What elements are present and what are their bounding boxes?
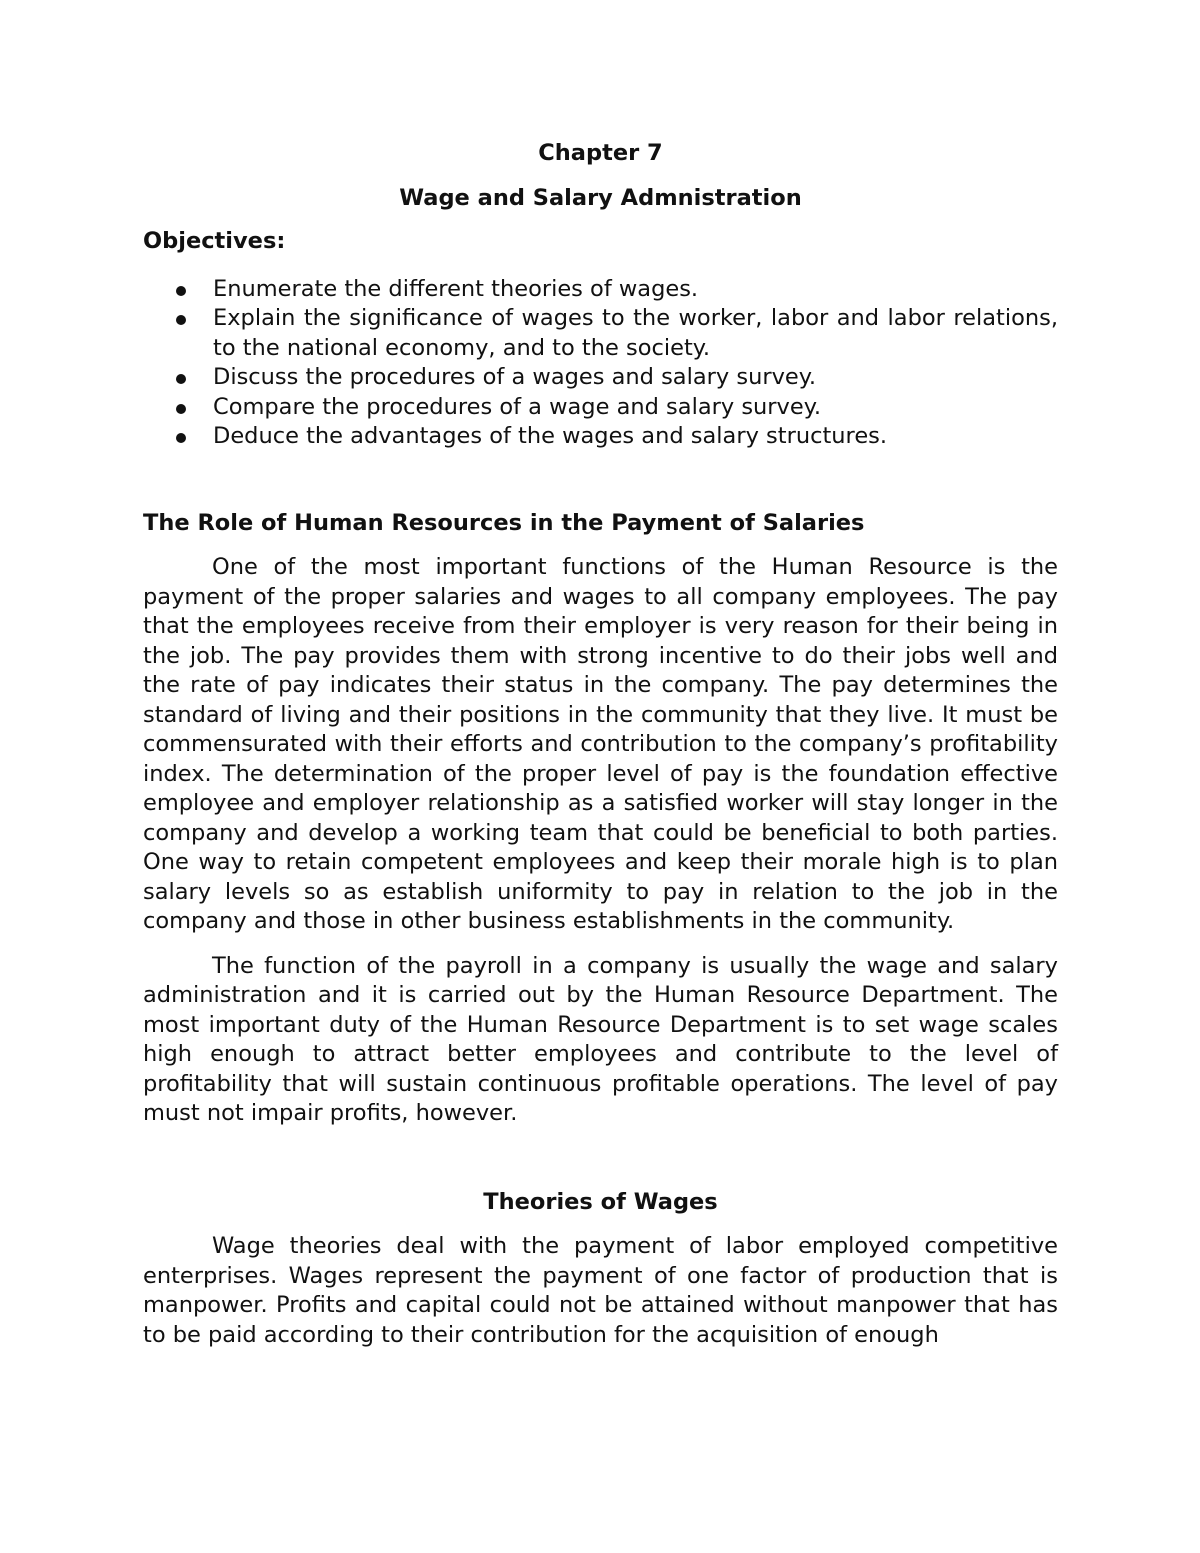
section-heading-theories: Theories of Wages [483, 1188, 718, 1215]
paragraph: Wage theories deal with the payment of labor employed competitive enterprises. Wages represent the payment of one factor of production that is manpower. Profits and capital could not be attained without manpower that has to be paid according to their contribution for the acquisition of enough [143, 1233, 1058, 1348]
bullet-icon [176, 433, 186, 443]
objectives-list [143, 275, 1058, 452]
list-item [143, 422, 1058, 452]
list-item [143, 304, 1058, 363]
list-item [143, 393, 1058, 423]
objectives-label: Objectives: [143, 228, 286, 254]
list-item [143, 363, 1058, 393]
objective-text: Deduce the advantages of the wages and salary structures. [213, 423, 888, 449]
chapter-number: Chapter 7 [538, 140, 663, 166]
objective-text: Enumerate the different theories of wages. [213, 275, 699, 302]
section-heading-hr-role: The Role of Human Resources in the Payment of Salaries [143, 509, 865, 536]
objective-text: Explain the significance of wages to the worker, labor and labor relations, to the national economy, and to the society. [213, 305, 1058, 361]
page-title: Wage and Salary Admnistration [399, 184, 802, 211]
objective-text: Discuss the procedures of a wages and salary survey. [213, 364, 817, 390]
bullet-icon [176, 315, 186, 325]
paragraph: One of the most important functions of the Human Resource is the payment of the proper salaries and wages to all company employees. The pay that the employees receive from their employer is very reason for their being in the job. The pay provides them with strong incentive to do their jobs well and the rate of pay indicates their status in the company. The pay determines the standard of living and their positions in the community that they live. It must be commensurated with their efforts and contribution to the company’s profitability index. The determination of the proper level of pay is the foundation effective employee and employer relationship as a satisfied worker will stay longer in the company and develop a working team that could be beneficial to both parties. One way to retain competent employees and keep their morale high is to plan salary levels so as establish uniformity to pay in relation to the job in the company and those in other business establishments in the community. [143, 554, 1058, 934]
paragraph: The function of the payroll in a company is usually the wage and salary administration and it is carried out by the Human Resource Department. The most important duty of the Human Resource Department is to set wage scales high enough to attract better employees and contribute to the level of profitability that will sustain continuous profitable operations. The level of pay must not impair profits, however. [143, 952, 1058, 1126]
document-page [143, 139, 1058, 1365]
list-item [143, 275, 1058, 305]
objective-text: Compare the procedures of a wage and salary survey. [213, 393, 821, 420]
bullet-icon [176, 286, 186, 296]
bullet-icon [176, 404, 186, 414]
bullet-icon [176, 374, 186, 384]
